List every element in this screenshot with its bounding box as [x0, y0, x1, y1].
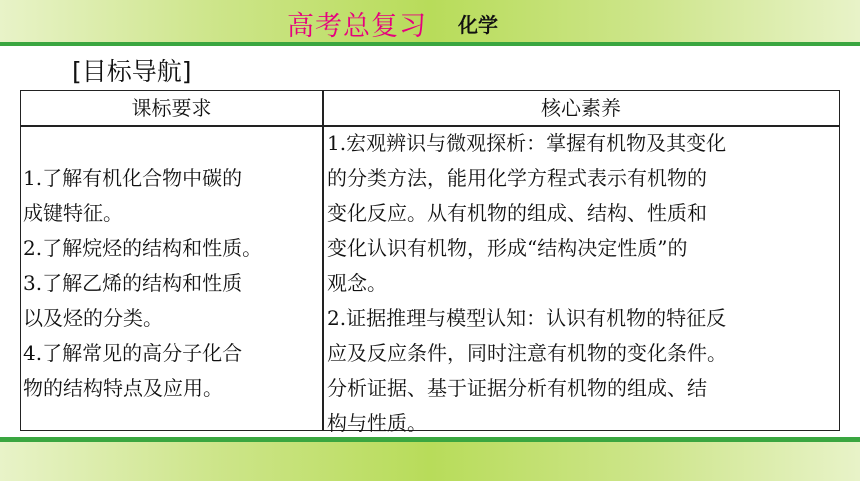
- header-divider: [0, 42, 860, 46]
- competency-line: 分析证据、基于证据分析有机物的组成、结: [327, 376, 707, 400]
- footer-banner: [0, 442, 860, 481]
- curriculum-line: 成键特征。: [23, 201, 123, 225]
- header-title: 高考总复习: [287, 11, 427, 42]
- objectives-table: [20, 90, 840, 435]
- curriculum-line: 4.了解常见的高分子化合: [23, 341, 243, 365]
- table-header-competency: 核心素养: [541, 96, 621, 120]
- competency-line: 构与性质。: [327, 411, 427, 435]
- competency-line: 变化认识有机物，形成“结构决定性质”的: [327, 236, 688, 260]
- competency-line: 2.证据推理与模型认知：认识有机物的特征反: [327, 306, 727, 330]
- column-divider: [322, 91, 324, 430]
- competency-line: 的分类方法，能用化学方程式表示有机物的: [327, 166, 707, 190]
- section-title: [目标导航]: [72, 57, 192, 86]
- competency-line: 1.宏观辨识与微观探析：掌握有机物及其变化: [327, 131, 727, 155]
- header-banner: [0, 0, 860, 42]
- competency-line: 变化反应。从有机物的组成、结构、性质和: [327, 201, 707, 225]
- curriculum-cell: [23, 161, 319, 406]
- table-header-curriculum: 课标要求: [131, 96, 212, 120]
- curriculum-line: 2.了解烷烃的结构和性质。: [23, 236, 263, 260]
- curriculum-line: 以及烃的分类。: [23, 306, 163, 330]
- competency-line: 应及反应条件，同时注意有机物的变化条件。: [327, 341, 727, 365]
- curriculum-line: 3.了解乙烯的结构和性质: [23, 271, 243, 295]
- header-subject: 化学: [458, 13, 498, 37]
- curriculum-line: 1.了解有机化合物中碳的: [23, 166, 243, 190]
- competency-cell: [327, 126, 839, 441]
- competency-line: 观念。: [327, 271, 387, 295]
- curriculum-line: 物的结构特点及应用。: [23, 376, 223, 400]
